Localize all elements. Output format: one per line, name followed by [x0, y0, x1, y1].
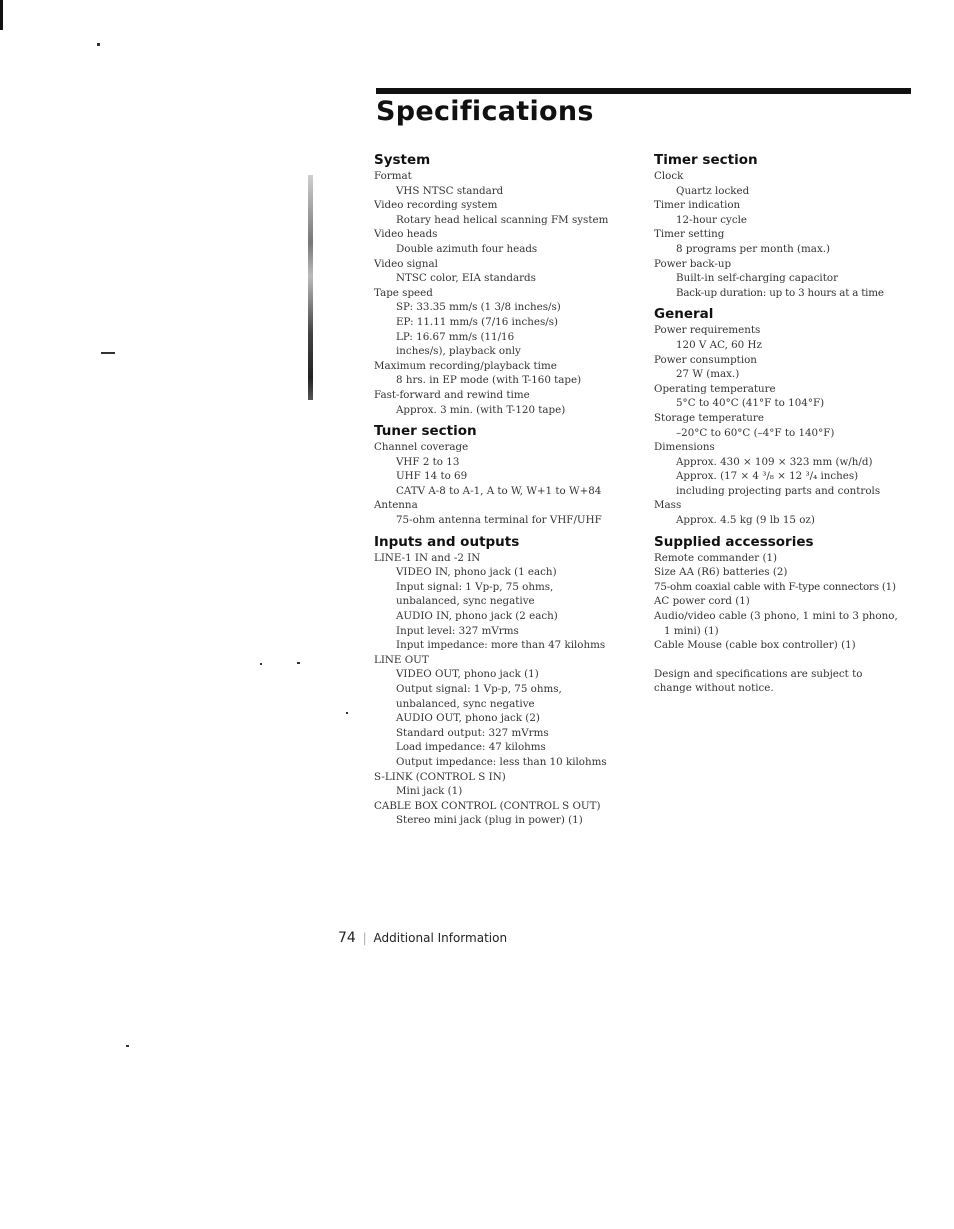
- section-supplied-accessories: [654, 534, 916, 696]
- spec-value: NTSC color, EIA standards: [396, 272, 536, 285]
- spec-dimensions: [654, 440, 916, 498]
- spec-value: Stereo mini jack (plug in power) (1): [396, 814, 583, 827]
- spec-value: Built-in self-charging capacitor: [676, 272, 838, 285]
- spec-value: Output signal: 1 Vp-p, 75 ohms, unbalanced, sync negative: [396, 683, 562, 710]
- footer-separator: |: [362, 931, 367, 945]
- spec-value: –20°C to 60°C (–4°F to 140°F): [676, 426, 835, 439]
- spec-value: Rotary head helical scanning FM system: [396, 213, 609, 226]
- spec-label: LINE-1 IN and -2 IN: [374, 551, 481, 564]
- spec-max-recording-time: [374, 359, 636, 388]
- spec-label: Antenna: [374, 499, 418, 512]
- specifications-note: Design and specifications are subject to change without notice.: [654, 667, 863, 695]
- section-heading: Supplied accessories: [654, 533, 814, 550]
- scan-dot: [97, 43, 100, 46]
- spec-label: Video heads: [374, 228, 438, 241]
- spec-value: Double azimuth four heads: [396, 242, 538, 255]
- section-timer: [654, 152, 916, 300]
- spec-value: VIDEO OUT, phono jack (1): [396, 668, 539, 681]
- spec-value: Back-up duration: up to 3 hours at a time: [676, 286, 884, 299]
- spec-storage-temperature: [654, 411, 916, 440]
- spec-value: Standard output: 327 mVrms: [396, 726, 549, 739]
- spec-value: CATV A-8 to A-1, A to W, W+1 to W+84: [396, 484, 602, 497]
- spec-value: 8 programs per month (max.): [676, 242, 831, 255]
- section-heading: Inputs and outputs: [374, 533, 520, 550]
- section-heading: General: [654, 306, 714, 323]
- accessory-item: Cable Mouse (cable box controller) (1): [654, 639, 856, 652]
- section-heading: Timer section: [654, 152, 758, 168]
- page-title: Specifications: [376, 96, 594, 127]
- section-heading: Tuner section: [374, 423, 477, 440]
- spec-value: 12-hour cycle: [676, 213, 747, 226]
- spec-timer-setting: [654, 227, 916, 256]
- spec-format: [374, 169, 636, 198]
- spec-power-requirements: [654, 323, 916, 352]
- spec-line-out: [374, 653, 636, 770]
- spec-label: Tape speed: [374, 286, 433, 299]
- accessory-item: Audio/video cable (3 phono, 1 mini to 3 phono, 1 mini) (1): [654, 610, 898, 637]
- spec-label: Clock: [654, 170, 684, 182]
- spec-channel-coverage: [374, 440, 636, 498]
- spec-value: AUDIO IN, phono jack (2 each): [396, 610, 558, 623]
- spec-cable-box-control: [374, 799, 636, 828]
- spec-value: 5°C to 40°C (41°F to 104°F): [676, 397, 825, 410]
- spec-power-consumption: [654, 353, 916, 382]
- section-system: [374, 152, 636, 417]
- spec-video-heads: [374, 227, 636, 256]
- spec-label: Timer indication: [654, 199, 741, 212]
- spec-label: Video signal: [374, 257, 438, 270]
- spec-tape-speed: [374, 286, 636, 359]
- spec-label: Channel coverage: [374, 441, 469, 454]
- spec-value: UHF 14 to 69: [396, 470, 468, 483]
- section-general: [654, 306, 916, 527]
- spec-label: CABLE BOX CONTROL (CONTROL S OUT): [374, 799, 601, 812]
- spec-line-in: [374, 551, 636, 653]
- spec-label: Storage temperature: [654, 411, 764, 424]
- spec-value: Load impedance: 47 kilohms: [396, 741, 546, 754]
- accessory-item: Remote commander (1): [654, 551, 778, 564]
- spec-value: Input impedance: more than 47 kilohms: [396, 639, 606, 652]
- section-tuner: [374, 423, 636, 528]
- accessory-item: AC power cord (1): [654, 595, 750, 608]
- spec-clock: [654, 169, 916, 198]
- title-rule: [376, 88, 911, 94]
- accessory-item: Size AA (R6) batteries (2): [654, 566, 788, 579]
- right-column: [654, 152, 916, 696]
- spec-value: LP: 16.67 mm/s (11/16 inches/s), playback only: [396, 330, 521, 358]
- footer-section-title: Additional Information: [373, 931, 508, 945]
- spec-value: Approx. 3 min. (with T-120 tape): [396, 403, 566, 416]
- spec-label: Maximum recording/playback time: [374, 359, 557, 372]
- spec-timer-indication: [654, 198, 916, 227]
- spec-value: 75-ohm antenna terminal for VHF/UHF: [396, 514, 602, 527]
- spec-s-link: [374, 770, 636, 799]
- spec-label: Mass: [654, 499, 682, 512]
- accessory-item: 75-ohm coaxial cable with F-type connectors (1): [654, 580, 896, 593]
- spec-value: 120 V AC, 60 Hz: [676, 338, 762, 351]
- scan-edge-strip: [308, 175, 313, 400]
- spec-value: Input level: 327 mVrms: [396, 624, 519, 637]
- spec-value: SP: 33.35 mm/s (1 3/8 inches/s): [396, 301, 561, 314]
- spec-label: LINE OUT: [374, 653, 429, 666]
- spec-mass: [654, 498, 916, 527]
- spec-ff-rewind-time: [374, 388, 636, 417]
- spec-label: Power requirements: [654, 324, 761, 337]
- section-inputs-outputs: [374, 534, 636, 828]
- page-footer: [338, 930, 507, 946]
- spec-value: VIDEO IN, phono jack (1 each): [396, 566, 557, 579]
- spec-label: Timer setting: [654, 228, 725, 241]
- spec-antenna: [374, 498, 636, 527]
- spec-value: Quartz locked: [676, 184, 750, 197]
- spec-label: Power consumption: [654, 353, 757, 366]
- scan-dot: [260, 663, 262, 665]
- spec-label: Dimensions: [654, 441, 715, 454]
- spec-label: Fast-forward and rewind time: [374, 388, 530, 401]
- spec-video-recording-system: [374, 198, 636, 227]
- scan-dot: [297, 662, 300, 664]
- spec-value: Approx. 4.5 kg (9 lb 15 oz): [676, 514, 815, 527]
- spec-operating-temperature: [654, 382, 916, 411]
- spec-value: 8 hrs. in EP mode (with T-160 tape): [396, 374, 582, 387]
- spec-value: 27 W (max.): [676, 368, 740, 381]
- scan-dot: [346, 712, 348, 714]
- spec-label: Format: [374, 170, 412, 182]
- spec-value: VHF 2 to 13: [396, 455, 460, 468]
- spec-value: Input signal: 1 Vp-p, 75 ohms, unbalanced, sync negative: [396, 580, 554, 608]
- spec-value: AUDIO OUT, phono jack (2): [396, 712, 540, 725]
- spec-label: Video recording system: [374, 199, 498, 212]
- spec-value: Approx. (17 × 4 ³/₈ × 12 ³/₄ inches) including projecting parts and controls: [676, 470, 881, 497]
- section-heading: System: [374, 152, 431, 168]
- spec-value: Mini jack (1): [396, 785, 463, 798]
- spec-label: Operating temperature: [654, 382, 776, 395]
- spec-value: EP: 11.11 mm/s (7/16 inches/s): [396, 315, 559, 328]
- page-number: 74: [338, 930, 356, 946]
- left-column: [374, 152, 636, 828]
- spec-video-signal: [374, 257, 636, 286]
- spec-value: Approx. 430 × 109 × 323 mm (w/h/d): [676, 455, 873, 468]
- scan-dot: [126, 1045, 129, 1047]
- scan-mark-top-left: [0, 0, 3, 30]
- scan-dash: [101, 352, 115, 354]
- spec-power-backup: [654, 257, 916, 301]
- spec-label: Power back-up: [654, 257, 732, 270]
- spec-value: Output impedance: less than 10 kilohms: [396, 755, 607, 768]
- spec-label: S-LINK (CONTROL S IN): [374, 770, 506, 783]
- spec-value: VHS NTSC standard: [396, 184, 504, 197]
